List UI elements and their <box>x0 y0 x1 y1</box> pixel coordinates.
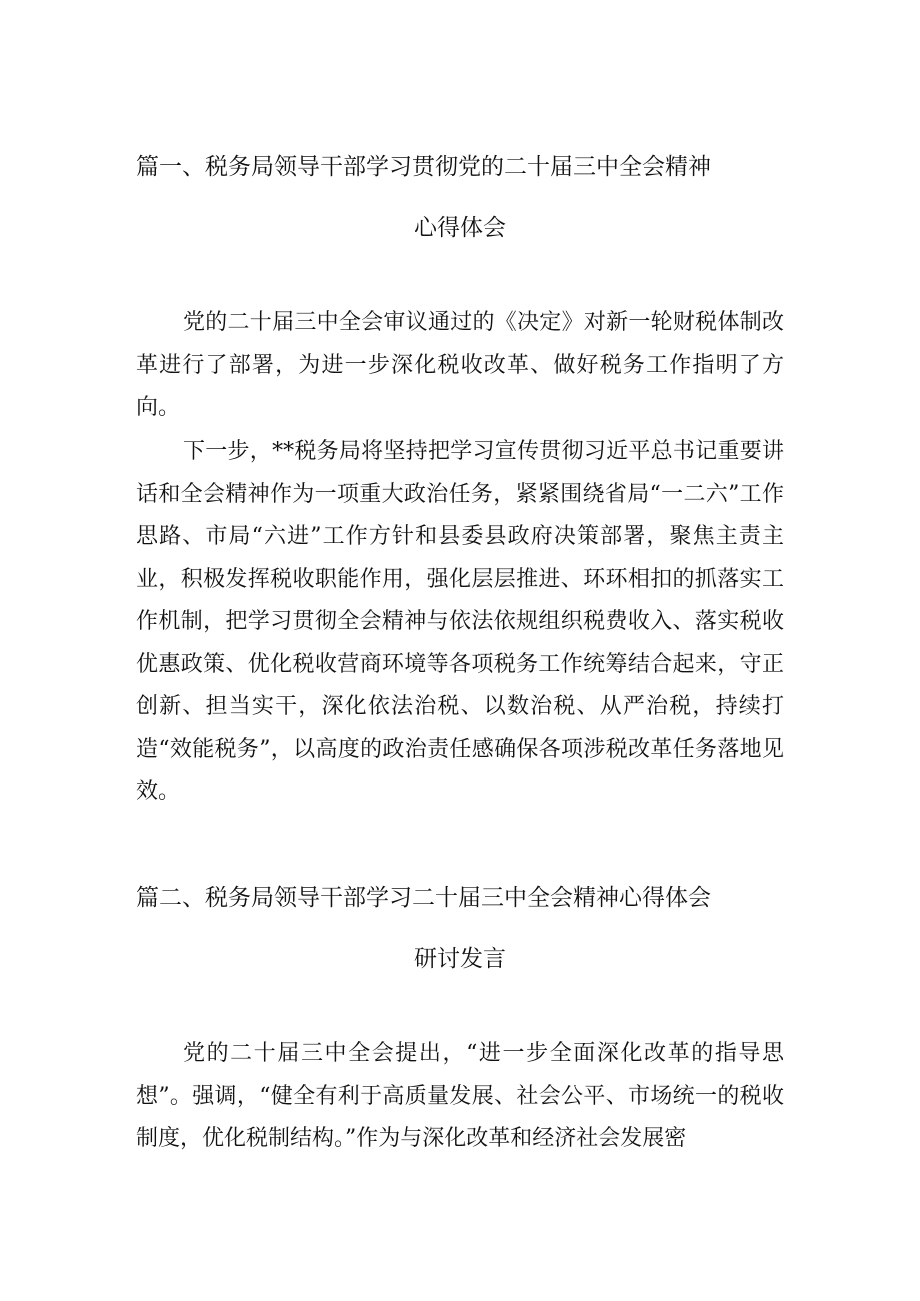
article-1-title-line-1: 篇一、税务局领导干部学习贯彻党的二十届三中全会精神 <box>136 154 711 180</box>
article-1-paragraph-2: 下一步，**税务局将坚持把学习宣传贯彻习近平总书记重要讲话和全会精神作为一项重大政治任务，紧紧围绕省局“一二六”工作思路、市局“六进”工作方针和县委县政府决策部署，聚焦主责主业，积极发挥税收职能作用，强化层层推进、环环相扣的抓落实工作机制，把学习贯彻全会精神与依法依规组织税费收入、落实税收优惠政策、优化税收营商环境等各项税务工作统筹结合起来，守正创新、担当实干，深化依法治税、以数治税、从严治税，持续打造“效能税务”，以高度的政治责任感确保各项涉税改革任务落地见效。 <box>136 439 784 804</box>
article-2-title-line-2: 研讨发言 <box>414 946 506 972</box>
article-1-paragraph-1: 党的二十届三中全会审议通过的《决定》对新一轮财税体制改革进行了部署，为进一步深化税收改革、做好税务工作指明了方向。 <box>136 310 784 420</box>
article-2-paragraph-1: 党的二十届三中全会提出，“进一步全面深化改革的指导思想”。强调，“健全有利于高质量发展、社会公平、市场统一的税收制度，优化税制结构。”作为与深化改革和经济社会发展密 <box>136 1041 784 1151</box>
article-1-title-line-2: 心得体会 <box>414 215 506 241</box>
article-2-title-line-1: 篇二、税务局领导干部学习二十届三中全会精神心得体会 <box>136 885 711 911</box>
